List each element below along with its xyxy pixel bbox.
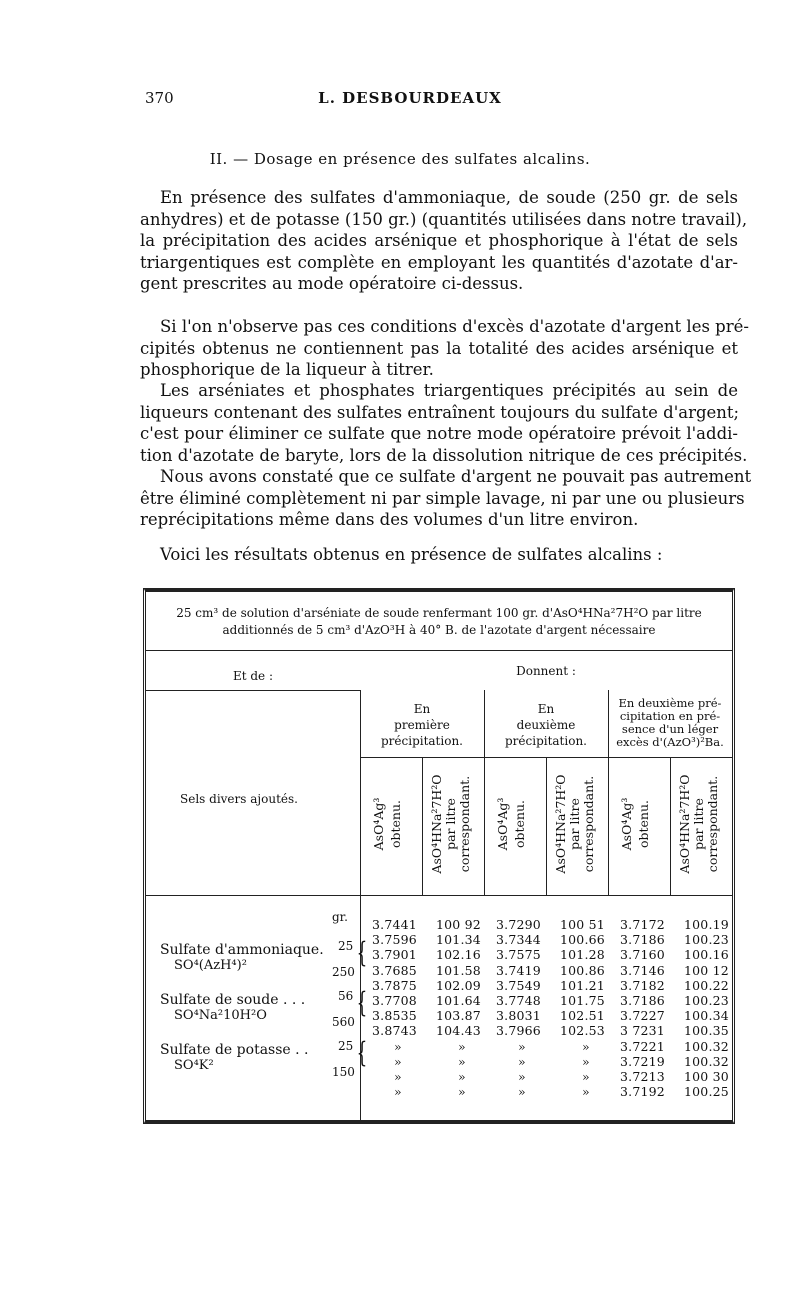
col-header-line: par litre (567, 798, 582, 850)
table-cell: 100.16 (684, 947, 729, 963)
table-cell: 104.43 (436, 1023, 481, 1039)
table-cell: 3.7172 (620, 917, 665, 932)
table-cell: 100 92 (436, 917, 481, 932)
paragraph (140, 316, 749, 381)
table-cell: » (458, 1053, 466, 1069)
table-cell: 100 51 (560, 917, 605, 932)
table-cell: 3.8031 (496, 1008, 541, 1024)
table-cell: » (458, 1084, 466, 1100)
table-cell: 102.51 (560, 1008, 605, 1024)
table-cell: 3.7685 (372, 962, 417, 978)
table-cell: 3.7708 (372, 993, 417, 1008)
table-cell: 100.32 (684, 1038, 729, 1054)
table-cell: 3.7441 (372, 917, 417, 932)
salt-formula: SO⁴K² (174, 1058, 214, 1073)
col-header-line: correspondant. (457, 775, 472, 873)
table-cell: 3.7160 (620, 947, 665, 963)
col-header-corresp (430, 759, 472, 889)
col-header-line: obtenu. (512, 799, 527, 849)
salt-quantity: 250 (332, 965, 355, 979)
table-caption-line1: 25 cm³ de solution d'arséniate de soude renfermant 100 gr. d'AsO⁴HNa²7H²O par litre (176, 606, 702, 620)
text-line: Voici les résultats obtenus en présence de sulfates alcalins : (160, 545, 663, 564)
table-cell: » (394, 1038, 402, 1054)
table-cell: 3.7596 (372, 932, 417, 948)
table-cell: 3 7231 (620, 1023, 665, 1039)
text-line: cipités obtenus ne contiennent pas la totalité des acides arsénique et (140, 338, 738, 358)
table-cell: 3.7419 (496, 962, 541, 978)
salt-quantity: 56 (338, 989, 354, 1003)
table-cell: » (394, 1069, 402, 1084)
salt-name: Sulfate de potasse . . (160, 1042, 309, 1058)
table-cell: 3.7575 (496, 947, 541, 963)
table-cell: 100.23 (684, 932, 729, 948)
text-line: En présence des sulfates d'ammoniaque, de soude (250 gr. de sels (160, 188, 738, 207)
table-cell: 3.7901 (372, 947, 417, 963)
table-cell: 3.7290 (496, 917, 541, 932)
paragraph (140, 187, 748, 295)
col-header-line: obtenu. (636, 799, 651, 849)
unit-label: gr. (332, 910, 348, 924)
text-line: liqueurs contenant des sulfates entraînent toujours du sulfate d'argent; (140, 402, 740, 422)
table-cell: 100.35 (684, 1023, 729, 1039)
table-cell: » (518, 1053, 526, 1069)
table-cell: 100.23 (684, 993, 729, 1008)
table-cell: » (582, 1084, 590, 1100)
text-line: triargentiques est complète en employant les quantités d'azotate d'ar- (140, 252, 738, 272)
table-cell: » (582, 1069, 590, 1084)
table-cell: 3.8743 (372, 1023, 417, 1039)
table-cell: 100 30 (684, 1069, 729, 1084)
salt-formula: SO⁴Na²10H²O (174, 1008, 267, 1023)
col-header-obtenu (620, 759, 654, 889)
text-line: c'est pour éliminer ce sulfate que notre mode opératoire prévoit l'addi- (140, 424, 738, 443)
table-cell: 3.7221 (620, 1038, 665, 1054)
group-header-line: cipitation en pré- (619, 709, 721, 723)
section-title: II. — Dosage en présence des sulfates alcalins. (209, 150, 591, 168)
col-header-line: correspondant. (705, 775, 720, 873)
group-header-line: En (413, 702, 431, 716)
table-cell: 3.7966 (496, 1023, 541, 1039)
donnent-label: Donnent : (516, 664, 576, 678)
group-header-line: En deuxième pré- (618, 696, 722, 710)
text-line: être éliminé complètement ni par simple lavage, ni par une ou plusieurs (140, 488, 745, 508)
table-cell: 102.53 (560, 1023, 605, 1039)
group-header-line: deuxième (516, 718, 576, 732)
table-cell: 101.21 (560, 977, 605, 993)
text-line: phosphorique de la liqueur à titrer. (140, 360, 434, 379)
group-header-line: précipitation. (380, 734, 463, 748)
table-cell: 3.8535 (372, 1008, 417, 1024)
sels-divers-label: Sels divers ajoutés. (180, 792, 298, 806)
table-cell: 101.28 (560, 947, 605, 963)
table-cell: » (582, 1053, 590, 1069)
results-table (143, 588, 735, 1124)
paragraph (140, 380, 748, 466)
group-header-line: sence d'un léger (621, 722, 719, 736)
text-line: anhydres) et de potasse (150 gr.) (quantités utilisées dans notre travail), (140, 209, 748, 229)
group-header-line: précipitation. (504, 734, 587, 748)
text-line: Si l'on n'observe pas ces conditions d'excès d'azotate d'argent les pré- (160, 317, 749, 336)
salt-quantity: 150 (332, 1065, 355, 1079)
table-cell: 101.34 (436, 932, 481, 948)
table-cell: 3.7219 (620, 1053, 665, 1069)
table-cell: » (582, 1038, 590, 1054)
col-header-line: AsO⁴HNa²7H²O (429, 774, 444, 874)
text-line: reprécipitations même dans des volumes d'un litre environ. (140, 510, 639, 529)
table-cell: 100.22 (684, 977, 729, 993)
table-cell: 3.7549 (496, 977, 541, 993)
page-number: 370 (145, 89, 174, 107)
salt-quantity: 560 (332, 1015, 355, 1029)
brace-icon: { (356, 936, 368, 969)
table-cell: 100.86 (560, 962, 605, 978)
col-header-line: par litre (443, 798, 458, 850)
table-cell: 3.7192 (620, 1084, 665, 1100)
table-cell: » (394, 1053, 402, 1069)
col-header-corresp (554, 759, 596, 889)
table-cell: » (518, 1069, 526, 1084)
table-cell: 100.66 (560, 932, 605, 948)
et-de-label: Et de : (232, 669, 274, 683)
table-cell: 3.7213 (620, 1069, 665, 1084)
col-header-line: par litre (691, 798, 706, 850)
table-cell: 102.16 (436, 947, 481, 963)
col-header-line: AsO⁴HNa²7H²O (677, 774, 692, 874)
brace-icon: { (356, 1036, 368, 1069)
table-cell: » (458, 1069, 466, 1084)
table-cell: 102.09 (436, 977, 481, 993)
col-header-line: correspondant. (581, 775, 596, 873)
text-line: la précipitation des acides arsénique et phosphorique à l'état de sels (140, 231, 738, 250)
text-line: Les arséniates et phosphates triargentiques précipités au sein de (160, 381, 738, 400)
table-cell: » (518, 1084, 526, 1100)
salt-name: Sulfate de soude . . . (160, 992, 306, 1008)
group-header-line: première (394, 718, 450, 732)
col-header-line: obtenu. (388, 799, 403, 849)
col-header-obtenu (372, 759, 406, 889)
table-cell: 101.75 (560, 993, 605, 1008)
table-cell: 100.25 (684, 1084, 729, 1100)
table-cell: 3.7146 (620, 962, 665, 978)
salt-quantity: 25 (338, 1039, 354, 1053)
paragraph (140, 544, 738, 566)
brace-icon: { (356, 986, 368, 1019)
table-cell: 3.7186 (620, 993, 665, 1008)
salt-formula: SO⁴(AzH⁴)² (174, 958, 247, 973)
text-line: tion d'azotate de baryte, lors de la dissolution nitrique de ces précipités. (140, 445, 748, 465)
table-cell: 100.34 (684, 1008, 729, 1024)
col-header-line: AsO⁴Ag³ (619, 797, 634, 851)
table-cell: » (394, 1084, 402, 1100)
table-cell: » (458, 1038, 466, 1054)
table-cell: 3.7227 (620, 1008, 665, 1024)
paragraph (140, 466, 752, 531)
col-header-line: AsO⁴Ag³ (495, 797, 510, 851)
table-cell: 100.19 (684, 917, 729, 932)
table-cell: 100 12 (684, 962, 729, 978)
table-cell: 3.7875 (372, 977, 417, 993)
table-cell: 103.87 (436, 1008, 481, 1024)
table-cell: 3.7748 (496, 993, 541, 1008)
col-header-obtenu (496, 759, 530, 889)
table-cell: 3.7186 (620, 932, 665, 948)
table-cell: » (518, 1038, 526, 1054)
col-header-corresp (678, 759, 720, 889)
table-cell: 101.64 (436, 993, 481, 1008)
table-caption-line2: additionnés de 5 cm³ d'AzO³H à 40° B. de l'azotate d'argent nécessaire (222, 623, 656, 637)
group-header-line: En (537, 702, 555, 716)
table-cell: 3.7182 (620, 977, 665, 993)
text-line: gent prescrites au mode opératoire ci-dessus. (140, 274, 524, 293)
table-cell: 3.7344 (496, 932, 541, 948)
table-cell: 100.32 (684, 1053, 729, 1069)
col-header-line: AsO⁴Ag³ (371, 797, 386, 851)
running-head: L. DESBOURDEAUX (318, 89, 502, 107)
salt-quantity: 25 (338, 939, 354, 953)
text-line: Nous avons constaté que ce sulfate d'argent ne pouvait pas autrement (160, 467, 752, 486)
group-header-line: excès d'(AzO³)²Ba. (616, 735, 724, 749)
salt-name: Sulfate d'ammoniaque. (160, 942, 324, 958)
col-header-line: AsO⁴HNa²7H²O (553, 774, 568, 874)
table-cell: 101.58 (436, 962, 481, 978)
